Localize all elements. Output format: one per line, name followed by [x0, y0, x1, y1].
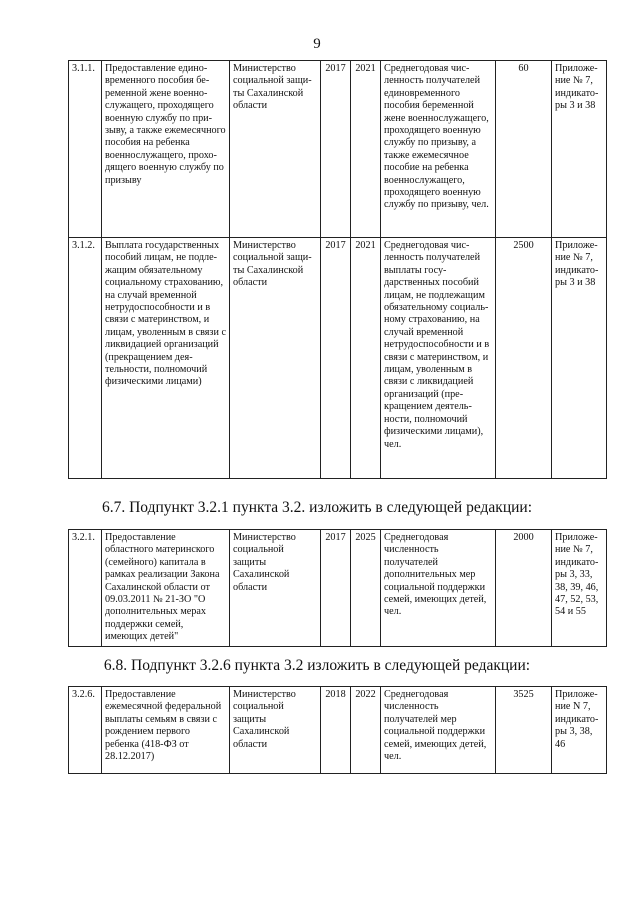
indicator-value: 3525	[496, 687, 552, 774]
executor: Министерство социальной защиты Сахалинской области	[230, 61, 321, 238]
row-number: 3.1.2.	[69, 238, 102, 479]
page-number: 9	[313, 36, 321, 52]
measures-table-3-2-6	[68, 686, 607, 774]
indicator: Среднегодовая численность получателей единовременного пособия беременной жене военнослужащего, проходящего военную службу по призыву, а также ежемесячное пособие на ребенка военнослужащего, проходящего военную службу по призыву, чел.	[381, 61, 496, 238]
year-start: 2018	[321, 687, 351, 774]
row-number: 3.2.6.	[69, 687, 102, 774]
indicator: Среднегодовая численность получателей выплаты государственных пособий лицам, не подлежащим обязательному социальному страхованию, на случай временной нетрудоспособности и в связи с материнством, и лицам, уволенным в связи с ликвидацией организаций (прекращением деятельности, полномочий физическими лицами), чел.	[381, 238, 496, 479]
executor: Министерство социальной защиты Сахалинской области	[230, 238, 321, 479]
table-row	[69, 238, 607, 479]
appendix-reference: Приложение N 7, индикаторы 3, 38, 46	[552, 687, 607, 774]
measure-description: Предоставление ежемесячной федеральной выплаты семьям в связи с рождением первого ребенка (418-ФЗ от 28.12.2017)	[102, 687, 230, 774]
year-start: 2017	[321, 530, 351, 647]
year-end: 2021	[351, 238, 381, 479]
appendix-reference: Приложение № 7, индикаторы 3 и 38	[552, 61, 607, 238]
measure-description: Предоставление областного материнского (семейного) капитала в рамках реализации Закона Сахалинской области от 09.03.2011 № 21-ЗО "О дополнительных мерах поддержки семей, имеющих детей"	[102, 530, 230, 647]
measures-table-3-2-1	[68, 529, 607, 647]
measures-table-3-1	[68, 60, 607, 479]
row-number: 3.2.1.	[69, 530, 102, 647]
year-start: 2017	[321, 238, 351, 479]
executor: Министерство социальной защиты Сахалинской области	[230, 687, 321, 774]
measure-description: Выплата государственных пособий лицам, не подлежащим обязательному социальному страхованию, на случай временной нетрудоспособности и в связи с материнством, и лицам, уволенным в связи с ликвидацией организаций (прекращением деятельности, полномочий физическими лицами)	[102, 238, 230, 479]
table-row	[69, 61, 607, 238]
appendix-reference: Приложение № 7, индикаторы 3, 33, 38, 39, 46, 47, 52, 53, 54 и 55	[552, 530, 607, 647]
indicator-value: 2500	[496, 238, 552, 479]
table-row	[69, 687, 607, 774]
year-end: 2022	[351, 687, 381, 774]
indicator-value: 60	[496, 61, 552, 238]
section-heading-6-7: 6.7. Подпункт 3.2.1 пункта 3.2. изложить в следующей редакции:	[101, 499, 533, 516]
section-heading-6-8: 6.8. Подпункт 3.2.6 пункта 3.2 изложить в следующей редакции:	[103, 657, 531, 674]
year-start: 2017	[321, 61, 351, 238]
table-row	[69, 530, 607, 647]
indicator: Среднегодовая численность получателей мер социальной поддержки семей, имеющих детей, чел.	[381, 687, 496, 774]
measure-description: Предоставление единовременного пособия беременной жене военнослужащего, проходящего военную службу по призыву, а также ежемесячного пособия на ребенка военнослужащего, проходящего военную службу по призыву	[102, 61, 230, 238]
indicator-value: 2000	[496, 530, 552, 647]
row-number: 3.1.1.	[69, 61, 102, 238]
appendix-reference: Приложение № 7, индикаторы 3 и 38	[552, 238, 607, 479]
year-end: 2021	[351, 61, 381, 238]
indicator: Среднегодовая численность получателей дополнительных мер социальной поддержки семей, имеющих детей, чел.	[381, 530, 496, 647]
year-end: 2025	[351, 530, 381, 647]
executor: Министерство социальной защиты Сахалинской области	[230, 530, 321, 647]
